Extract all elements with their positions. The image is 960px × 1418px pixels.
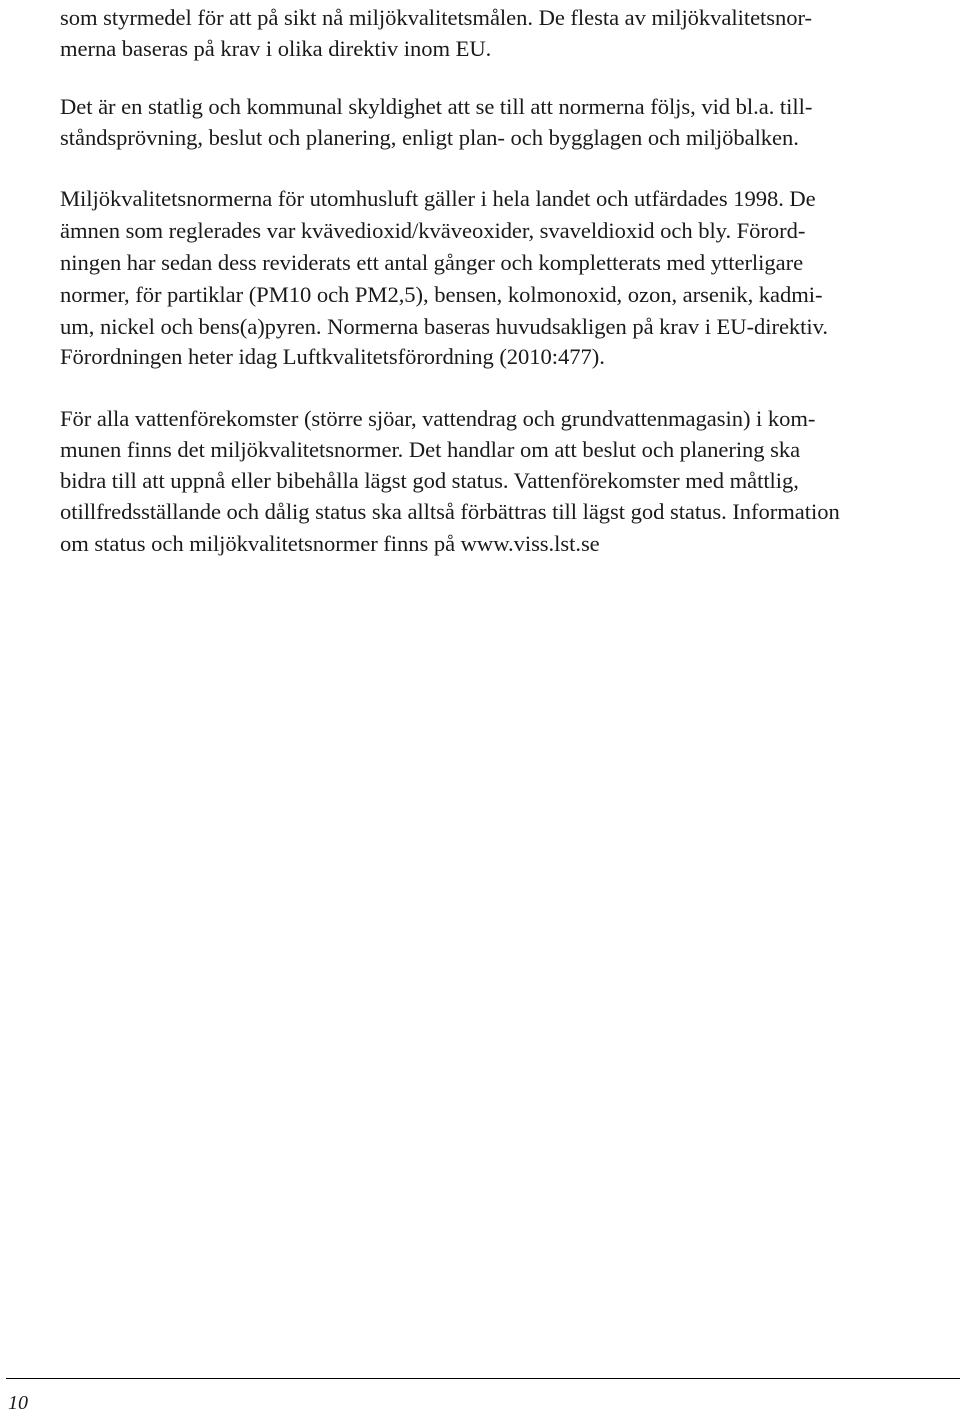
text-line: Det är en statlig och kommunal skyldighet att se till att normerna följs, vid bl.a. till- — [60, 94, 813, 119]
text-line: bidra till att uppnå eller bibehålla lägst god status. Vattenförekomster med måttlig, — [60, 468, 799, 493]
text-line: munen finns det miljökvalitetsnormer. Det handlar om att beslut och planering ska — [60, 437, 801, 462]
footer-divider — [6, 1378, 960, 1379]
text-line: om status och miljökvalitetsnormer finns på www.viss.lst.se — [60, 531, 600, 556]
text-line: Miljökvalitetsnormerna för utomhusluft gäller i hela landet och utfärdades 1998. De — [60, 186, 816, 211]
text-line: ningen har sedan dess reviderats ett antal gånger och kompletterats med ytterligare — [60, 250, 804, 275]
text-line: otillfredsställande och dålig status ska alltså förbättras till lägst god status. Information — [60, 499, 840, 524]
text-line: ståndsprövning, beslut och planering, enligt plan- och bygglagen och miljöbalken. — [60, 125, 799, 150]
page-number: 10 — [8, 1392, 28, 1414]
text-line: ämnen som reglerades var kvävedioxid/kväveoxider, svaveldioxid och bly. Förord- — [60, 218, 806, 243]
text-line: För alla vattenförekomster (större sjöar, vattendrag och grundvattenmagasin) i kom- — [60, 406, 816, 431]
text-line: um, nickel och bens(a)pyren. Normerna baseras huvudsakligen på krav i EU-direktiv. — [60, 314, 829, 339]
text-line: som styrmedel för att på sikt nå miljökvalitetsmålen. De flesta av miljökvalitetsnor- — [60, 5, 813, 30]
text-line: merna baseras på krav i olika direktiv inom EU. — [60, 36, 492, 61]
text-line: normer, för partiklar (PM10 och PM2,5), bensen, kolmonoxid, ozon, arsenik, kadmi- — [60, 282, 823, 307]
text-line: Förordningen heter idag Luftkvalitetsförordning (2010:477). — [60, 344, 605, 369]
